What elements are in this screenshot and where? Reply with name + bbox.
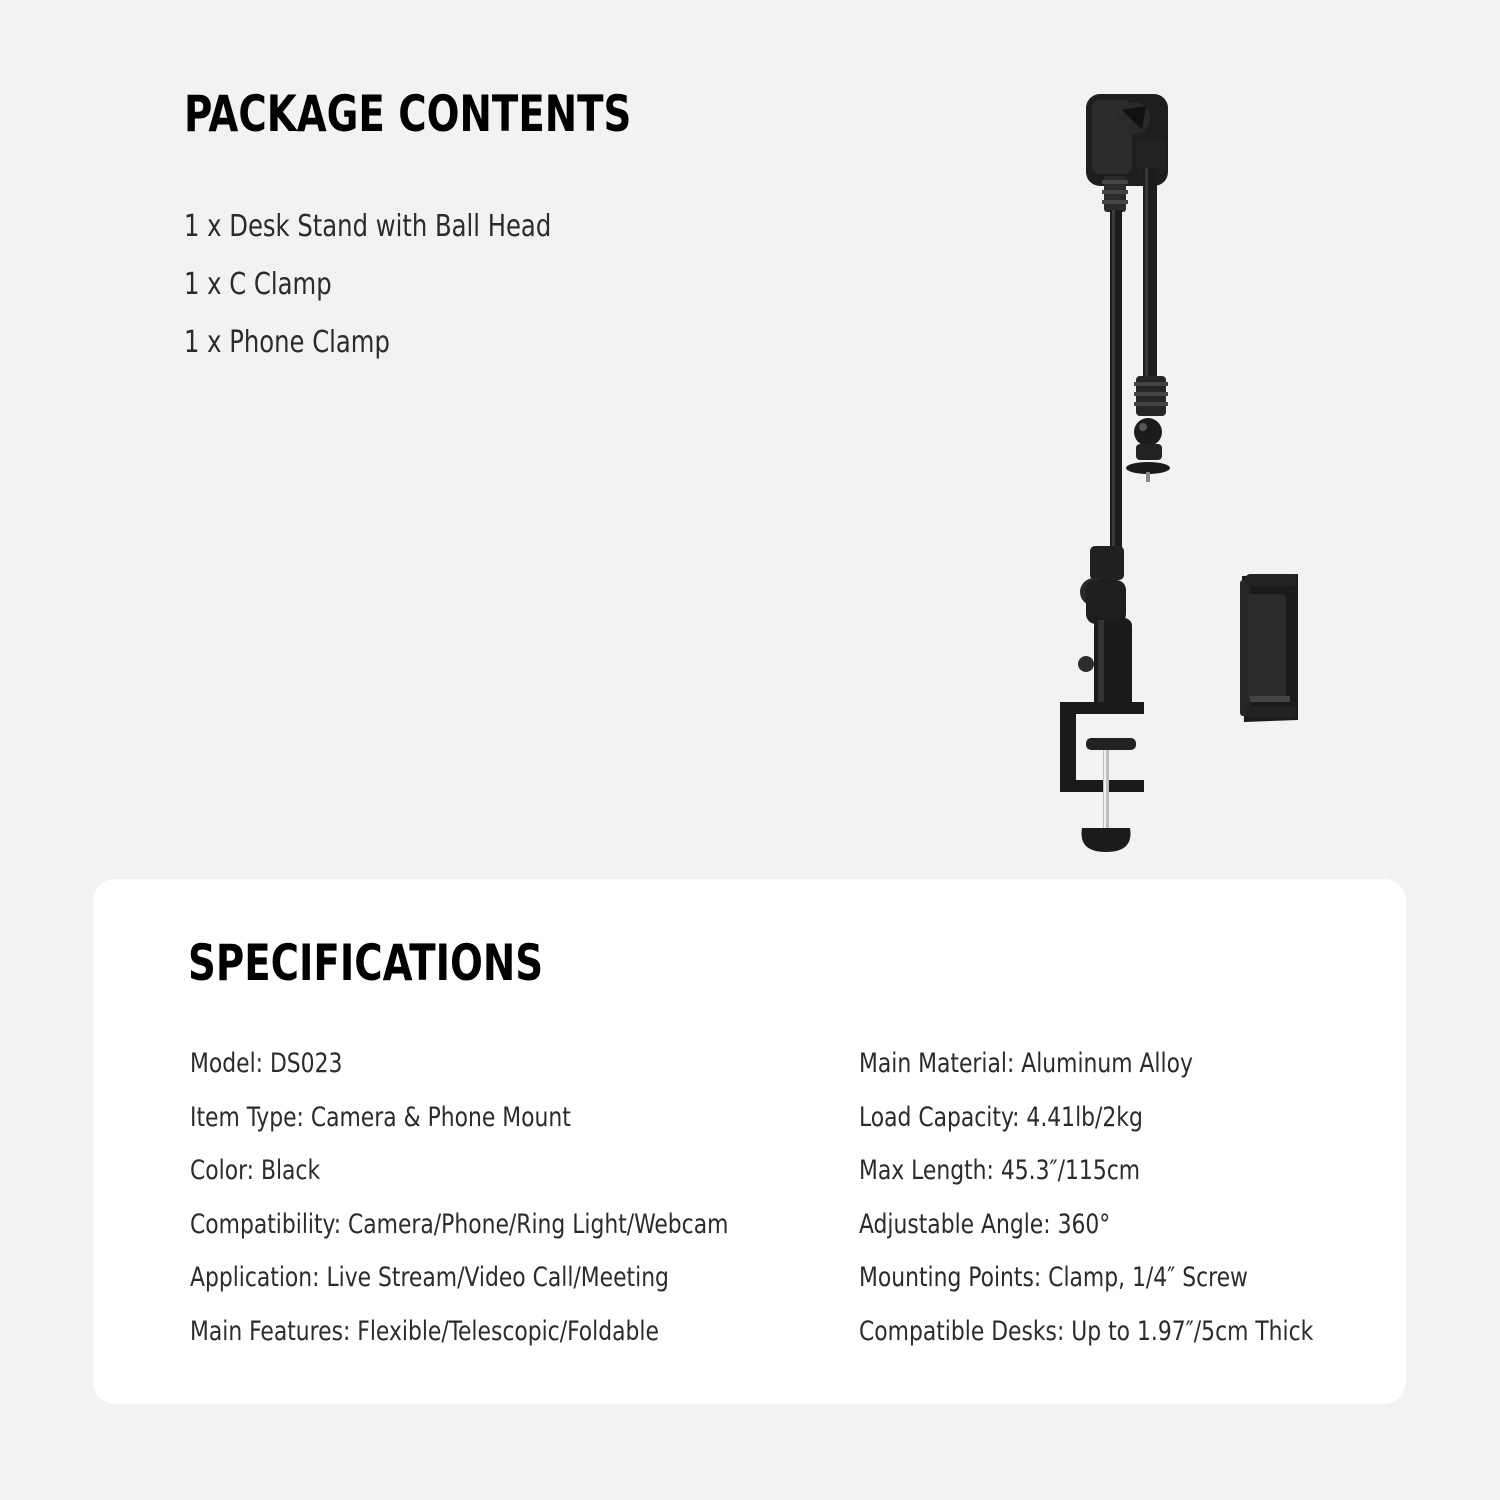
package-item: 1 x Phone Clamp [184,325,390,360]
spec-item: Mounting Points: Clamp, 1/4″ Screw [859,1262,1248,1293]
desk-stand-image [1060,94,1170,852]
spec-item: Item Type: Camera & Phone Mount [190,1101,571,1133]
package-item: 1 x Desk Stand with Ball Head [184,209,552,244]
spec-item: Compatibility: Camera/Phone/Ring Light/Webcam [190,1208,729,1240]
specs-left-column [190,1037,788,1358]
specifications-card [93,879,1406,1404]
spec-item: Max Length: 45.3″/115cm [859,1155,1141,1186]
spec-item: Main Material: Aluminum Alloy [859,1048,1193,1079]
spec-item: Main Features: Flexible/Telescopic/Foldable [190,1315,659,1347]
spec-item: Model: DS023 [190,1048,343,1079]
package-contents-title: PACKAGE CONTENTS [184,85,632,143]
package-item: 1 x C Clamp [184,267,332,302]
product-image [1030,80,1330,870]
package-contents-list [184,198,592,372]
spec-item: Load Capacity: 4.41lb/2kg [859,1101,1143,1133]
phone-clamp-image [1240,574,1298,722]
specs-right-column [859,1037,1364,1358]
spec-item: Adjustable Angle: 360° [859,1208,1111,1240]
spec-item: Color: Black [190,1155,321,1186]
specifications-title: SPECIFICATIONS [188,934,544,992]
spec-item: Compatible Desks: Up to 1.97″/5cm Thick [859,1315,1314,1347]
spec-item: Application: Live Stream/Video Call/Meeting [190,1262,669,1293]
